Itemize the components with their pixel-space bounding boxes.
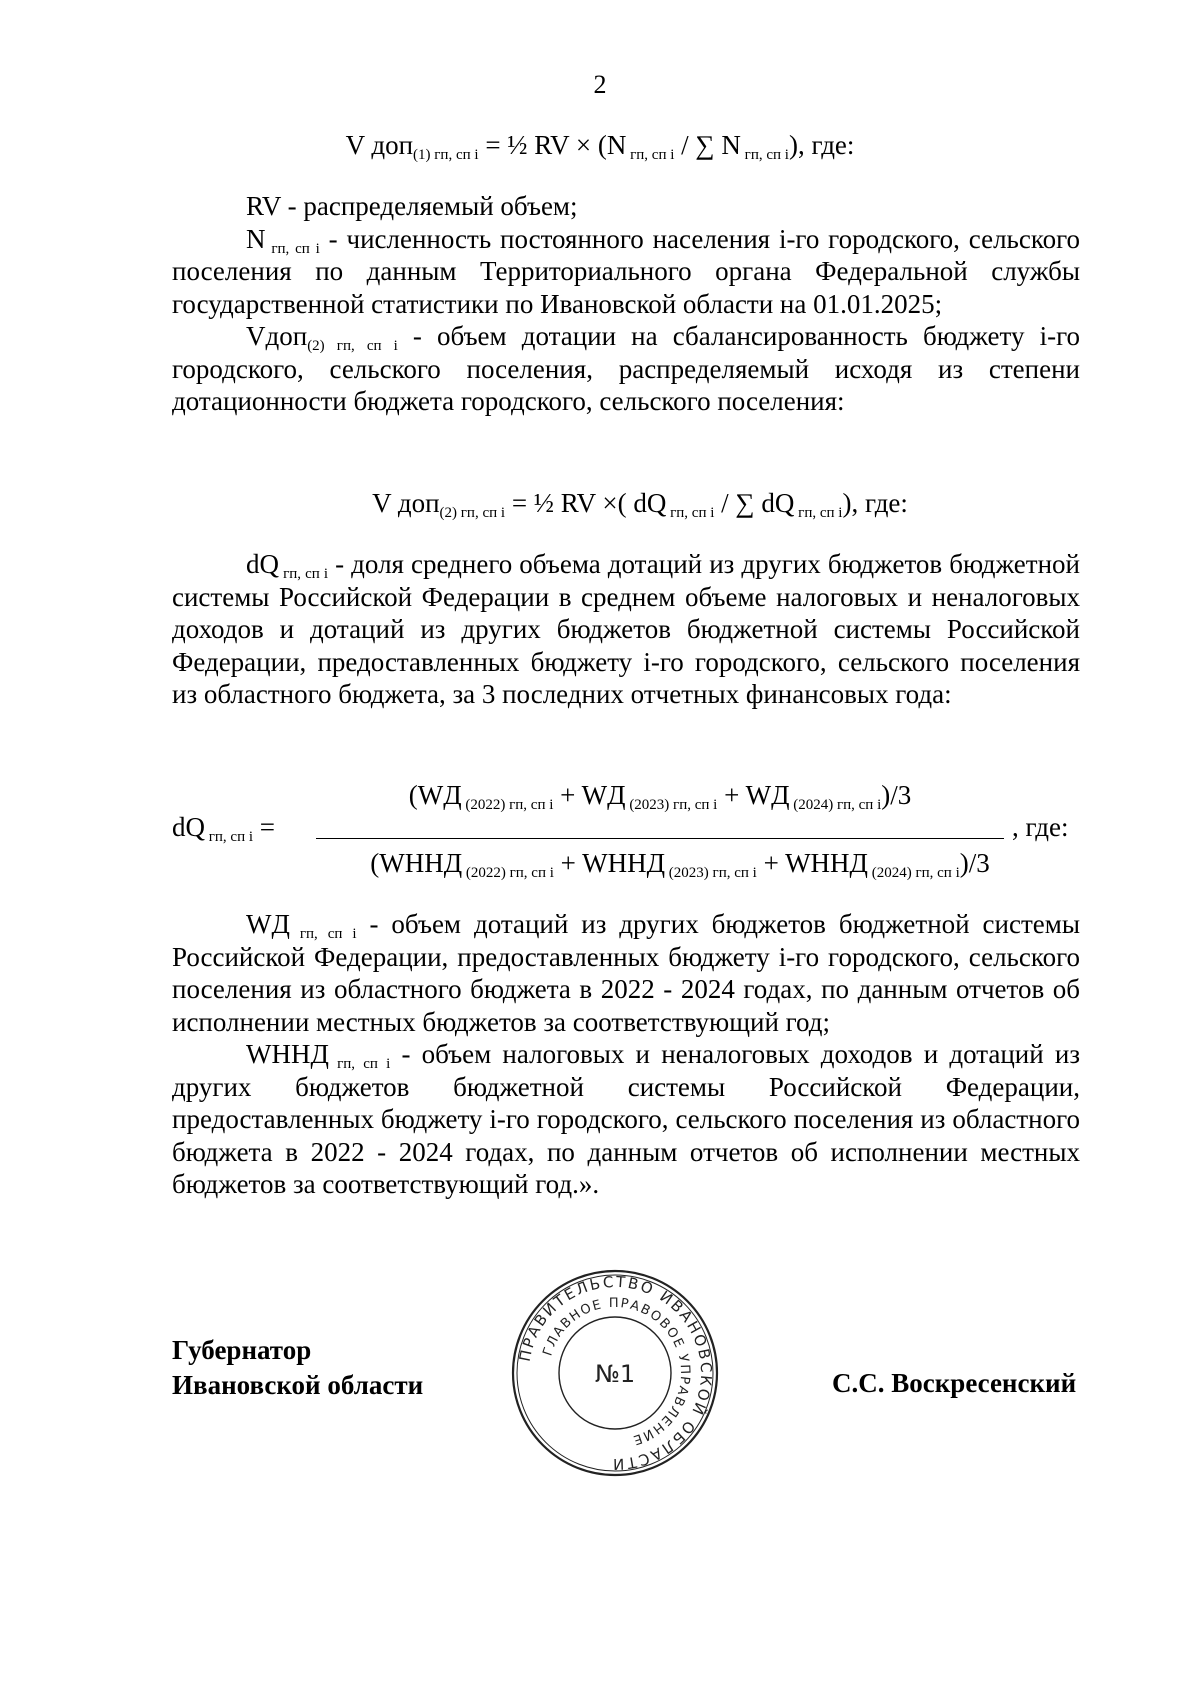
definition-dq: dQ $_{гп, сп i}$ - доля среднего объема дотаций из других бюджетов бюджетной системы Российской Федерации в среднем объеме налоговых и неналоговых доходов и дотаций из других бюджетов бюджетной системы Российской Федерации, предоставленных бюджету i-го городского, сельского поселения из областного бюджета, за 3 последних отчетных финансовых года:: [172, 549, 1080, 709]
definitions-block-1: [172, 190, 1080, 418]
signature-title: [172, 1333, 423, 1403]
fraction-numerator: (WД $_{(2022) гп, сп i}$ + WД $_{(2023) гп, сп i}$ + WД $_{(2024) гп, сп i}$)/3: [408, 780, 912, 813]
definitions-block-3: [172, 908, 1080, 1201]
seal-outer-text: ПРАВИТЕЛЬСТВО ИВАНОВСКОЙ ОБЛАСТИ: [515, 1272, 716, 1474]
definition-wnnd: WННД $_{гп, сп i}$ - объем налоговых и неналоговых доходов и дотаций из других бюджетов бюджетной системы Российской Федерации, предоставленных бюджету i-го городского, сельского поселения из областного бюджета в 2022 - 2024 годах, по данным отчетов об исполнении местных бюджетов за соответствующий год.».: [172, 1039, 1080, 1199]
signature-title-line1: Губернатор: [172, 1335, 312, 1365]
seal-inner-text: ГЛАВНОЕ ПРАВОВОЕ УПРАВЛЕНИЕ: [540, 1295, 693, 1448]
fraction-where: , где:: [1012, 812, 1069, 842]
official-seal: [510, 1268, 720, 1478]
definition-v-dop-2: Vдоп$_{(2) гп, сп i}$ - объем дотации на сбалансированность бюджету i-го городского, сельского поселения, распределяемый исходя из степени дотационности бюджета городского, сельского поселения:: [172, 321, 1080, 416]
signature-title-line2: Ивановской области: [172, 1370, 424, 1400]
fraction-bar: [316, 838, 1004, 839]
fraction-denominator: (WННД $_{(2022) гп, сп i}$ + WННД $_{(2023) гп, сп i}$ + WННД $_{(2024) гп, сп i}$)/3: [370, 848, 990, 881]
definition-wd: WД $_{гп, сп i}$ - объем дотаций из других бюджетов бюджетной системы Российской Федерации, предоставленных бюджету i-го городского, сельского поселения из областного бюджета в 2022 - 2024 годах, по данным отчетов об исполнении местных бюджетов за соответствующий год;: [172, 909, 1080, 1037]
definition-n: N $_{гп, сп i}$ - численность постоянного населения i-го городского, сельского поселения по данным Территориального органа Федеральной службы государственной статистики по Ивановской области на 01.01.2025;: [172, 223, 1080, 319]
definitions-block-2: [172, 548, 1080, 711]
seal-center-number: №1: [594, 1360, 636, 1388]
formula-v-dop-2: V доп$_{(2) гп, сп i}$ = ½ RV ×( dQ $_{гп, сп i}$ / ∑ dQ $_{гп, сп i}$), где:: [372, 488, 908, 521]
fraction-lhs: dQ $_{гп, сп i}$ =: [172, 812, 276, 845]
formula-v-dop-1: V доп$_{(1) гп, сп i}$ = ½ RV × (N $_{гп, сп i}$ / ∑ N $_{гп, сп i}$), где:: [345, 130, 855, 163]
definition-rv: RV - распределяемый объем;: [246, 191, 578, 221]
page-number: 2: [593, 70, 607, 99]
signature-name: С.С. Воскресенский: [832, 1368, 1077, 1398]
